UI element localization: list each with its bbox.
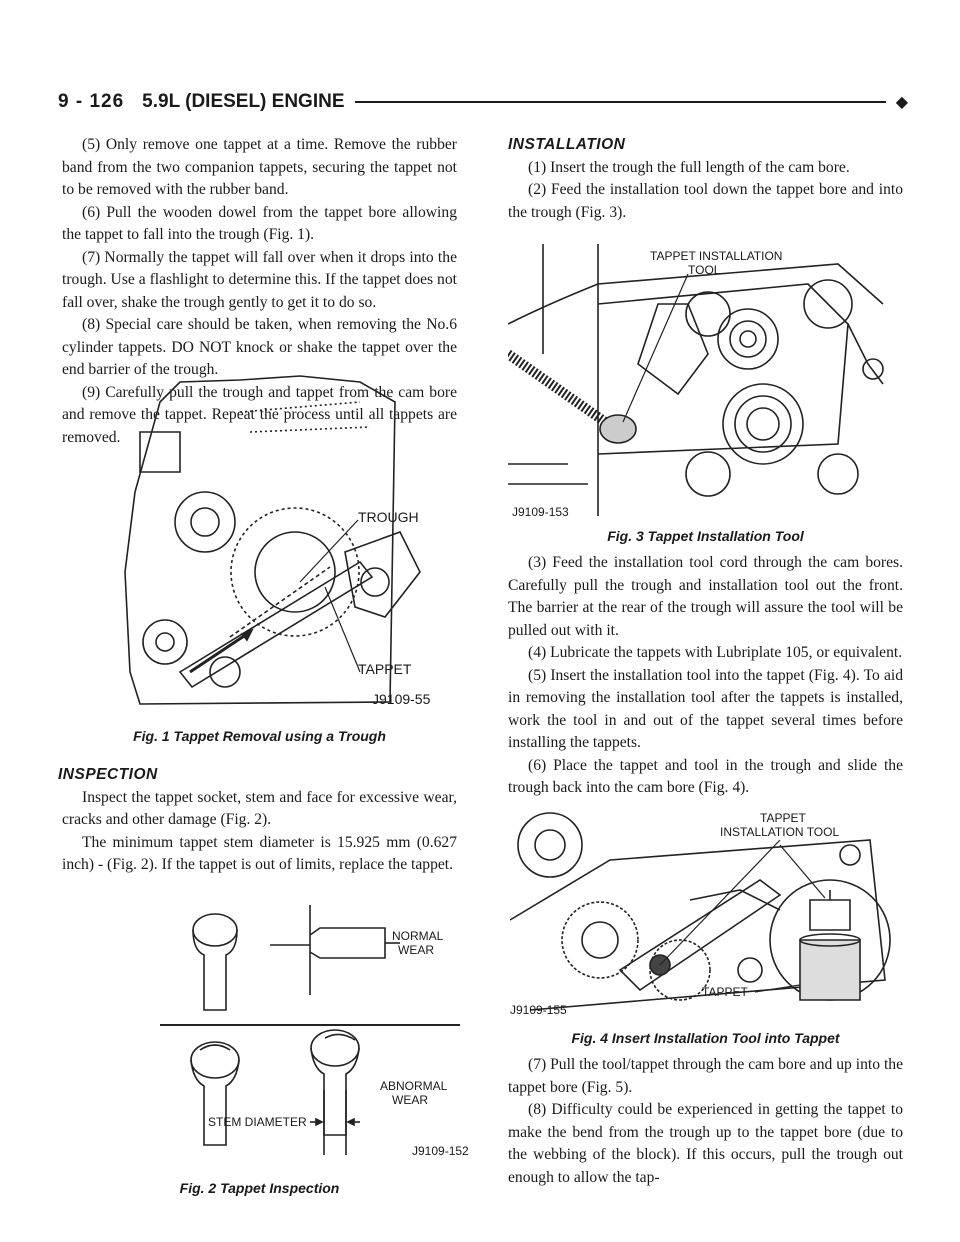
paragraph: (8) Special care should be taken, when removing the No.6 cylinder tappets. DO NOT knock or shake the tappet over the end barrier of the trough. [62, 316, 457, 378]
fig1-caption: Fig. 1 Tappet Removal using a Trough [133, 728, 386, 744]
paragraph: Inspect the tappet socket, stem and face for excessive wear, cracks and other damage (Fig. 2). [62, 788, 457, 828]
paragraph: (9) Carefully pull the trough and tappet from the cam bore and remove the tappet. Repeat the process until all tappets are removed. [62, 383, 457, 446]
paragraph: The minimum tappet stem diameter is 15.925 mm (0.627 inch) - (Fig. 2). If the tappet is out of limits, replace the tappet. [62, 833, 457, 873]
fig2-label-normal-1: NORMAL [392, 929, 444, 943]
fig4-label-1: TAPPET [760, 811, 806, 825]
insert-tool-illustration [510, 800, 895, 1022]
fig2-label-abnormal-1: ABNORMAL [380, 1079, 448, 1093]
paragraph: (7) Normally the tappet will fall over when it drops into the trough. Use a flashlight to determine this. If the tappet does not fall over, shake the trough gently to get it to do so. [62, 248, 457, 311]
fig2-code: J9109-152 [412, 1144, 469, 1158]
diamond-icon: ◆ [895, 94, 908, 111]
fig2-label-normal-2: WEAR [398, 943, 434, 957]
fig3-code: J9109-153 [512, 505, 569, 519]
fig4-caption: Fig. 4 Insert Installation Tool into Tappet [571, 1030, 840, 1046]
fig3-caption: Fig. 3 Tappet Installation Tool [607, 528, 804, 544]
installation-section [508, 134, 903, 224]
figure-3-installation-tool [508, 244, 903, 526]
paragraph: (5) Insert the installation tool into the tappet (Fig. 4). To aid in removing the installation tool after the tappets is installed, work the tool in and out of the tappet several times before installing the tappets. [508, 666, 903, 751]
figure-4-insert-tool [510, 800, 895, 1022]
installation-steps-final [508, 1054, 903, 1189]
paragraph: (3) Feed the installation tool cord through the cam bores. Carefully pull the trough and installation tool out the front. The barrier at the rear of the trough will assure the tool will be pulled out with it. [508, 554, 903, 639]
paragraph: (5) Only remove one tappet at a time. Remove the rubber band from the two companion tappets, securing the tappet not to be removed with the rubber band. [62, 136, 457, 198]
fig4-code: J9109-155 [510, 1003, 567, 1017]
installation-steps-continued [508, 552, 903, 800]
installation-heading: INSTALLATION [508, 136, 626, 153]
fig4-label-tappet: TAPPET [702, 985, 748, 999]
fig2-caption: Fig. 2 Tappet Inspection [179, 1180, 340, 1196]
fig2-label-abnormal-2: WEAR [392, 1093, 428, 1107]
inspection-heading: INSPECTION [58, 766, 158, 783]
page-header [58, 88, 908, 116]
paragraph: (4) Lubricate the tappets with Lubriplate 105, or equivalent. [528, 644, 903, 661]
page-number: 9 - 126 [58, 91, 125, 112]
fig3-label-2: TOOL [688, 263, 721, 277]
installation-tool-illustration [508, 244, 903, 526]
paragraph: (1) Insert the trough the full length of the cam bore. [528, 158, 850, 176]
fig1-code: J9109-55 [372, 691, 431, 707]
inspection-section [58, 764, 457, 877]
figure-2-tappet-inspection [160, 900, 480, 1165]
fig3-label-1: TAPPET INSTALLATION [650, 249, 783, 263]
paragraph: (2) Feed the installation tool down the tappet bore and into the trough (Fig. 3). [508, 181, 903, 221]
paragraph: (6) Pull the wooden dowel from the tappet bore allowing the tappet to fall into the trough (Fig. 1). [62, 203, 457, 243]
paragraph: (6) Place the tappet and tool in the trough and slide the trough back into the cam bore (Fig. 4). [508, 756, 903, 796]
figure-1-tappet-removal [120, 372, 465, 720]
fig2-label-stem: STEM DIAMETER [208, 1115, 307, 1129]
tappet-inspection-illustration [160, 900, 480, 1165]
fig1-label-tappet: TAPPET [358, 661, 412, 677]
fig1-label-trough: TROUGH [358, 509, 419, 525]
engine-block-illustration [120, 372, 465, 720]
header-rule [355, 101, 886, 103]
section-title: 5.9L (DIESEL) ENGINE [142, 91, 345, 112]
paragraph: (7) Pull the tool/tappet through the cam bore and up into the tappet bore (Fig. 5). [508, 1056, 903, 1096]
fig4-label-2: INSTALLATION TOOL [720, 825, 840, 839]
paragraph: (8) Difficulty could be experienced in getting the tappet to make the bend from the trough up to the tappet bore (due to the webbing of the block). If this occurs, pull the trough out enough to allow the tap- [508, 1101, 903, 1186]
